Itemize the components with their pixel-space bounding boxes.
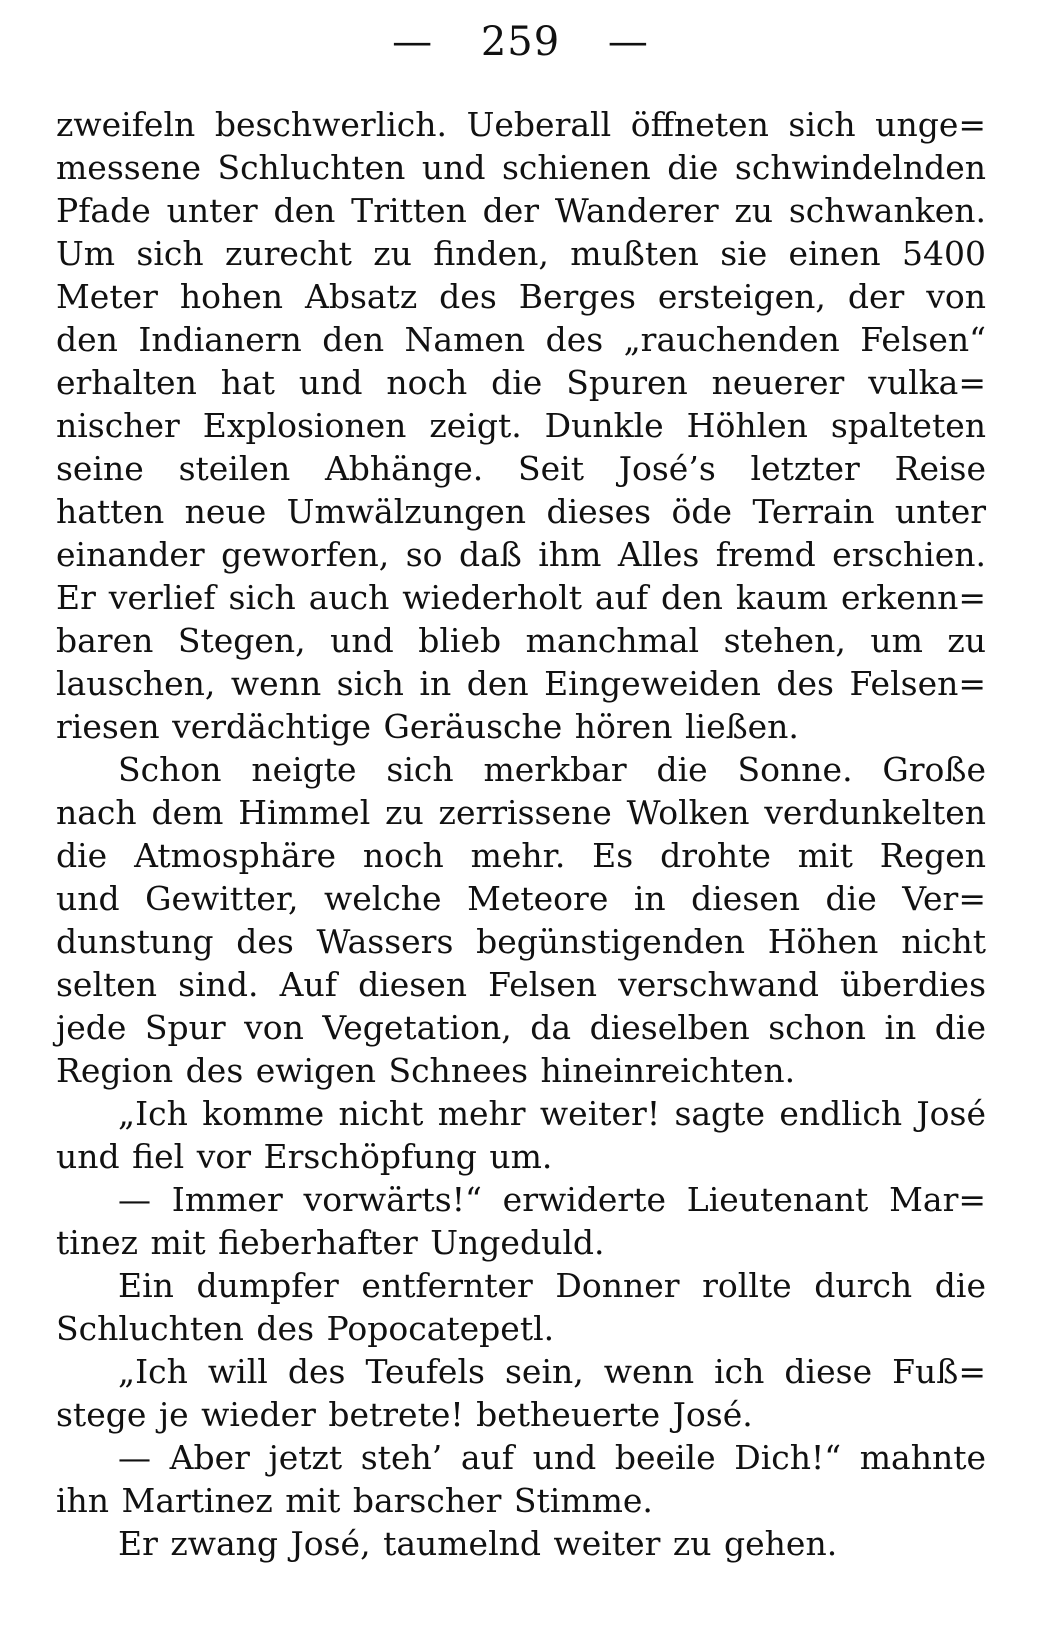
text-line: selten sind. Auf diesen Felsen verschwand überdies <box>56 965 986 1004</box>
text-line: — Aber jetzt steh’ auf und beeile Dich!“ mahnte <box>118 1438 986 1477</box>
text-line: „Ich komme nicht mehr weiter! sagte endlich José <box>118 1094 986 1133</box>
text-line: erhalten hat und noch die Spuren neuerer vulka= <box>56 363 986 402</box>
text-line: riesen verdächtige Geräusche hören ließen. <box>56 707 799 746</box>
text-line: stege je wieder betrete! betheuerte José. <box>56 1395 753 1434</box>
header-dash-right: — <box>607 19 649 65</box>
text-line: und Gewitter, welche Meteore in diesen die Ver= <box>56 879 986 918</box>
header-dash-left: — <box>392 19 434 65</box>
text-line: Um sich zurecht zu finden, mußten sie einen 5400 <box>56 234 986 273</box>
body-text <box>56 103 986 1565</box>
text-line: Pfade unter den Tritten der Wanderer zu schwanken. <box>56 191 986 230</box>
page-number: 259 <box>480 19 561 65</box>
text-line: und fiel vor Erschöpfung um. <box>56 1137 553 1176</box>
text-line: Schluchten des Popocatepetl. <box>56 1309 555 1348</box>
text-line: — Immer vorwärts!“ erwiderte Lieutenant Mar= <box>118 1180 986 1219</box>
text-line: messene Schluchten und schienen die schwindelnden <box>56 148 986 187</box>
text-line: Ein dumpfer entfernter Donner rollte durch die <box>118 1266 986 1305</box>
text-line: den Indianern den Namen des „rauchenden Felsen“ <box>56 320 986 359</box>
text-line: zweifeln beschwerlich. Ueberall öffneten sich unge= <box>56 105 986 144</box>
text-line: die Atmosphäre noch mehr. Es drohte mit Regen <box>56 836 986 875</box>
text-line: Er verlief sich auch wiederholt auf den kaum erkenn= <box>56 578 986 617</box>
text-line: Schon neigte sich merkbar die Sonne. Große <box>118 750 986 789</box>
text-line: ihn Martinez mit barscher Stimme. <box>56 1481 653 1520</box>
text-line: einander geworfen, so daß ihm Alles fremd erschien. <box>56 535 986 574</box>
text-line: nischer Explosionen zeigt. Dunkle Höhlen spalteten <box>56 406 986 445</box>
text-line: seine steilen Abhänge. Seit José’s letzter Reise <box>56 449 986 488</box>
text-line: „Ich will des Teufels sein, wenn ich diese Fuß= <box>118 1352 986 1391</box>
text-line: Region des ewigen Schnees hineinreichten. <box>56 1051 796 1090</box>
text-line: baren Stegen, und blieb manchmal stehen, um zu <box>56 621 986 660</box>
text-line: jede Spur von Vegetation, da dieselben schon in die <box>56 1008 986 1047</box>
page-header <box>0 14 1041 70</box>
text-line: dunstung des Wassers begünstigenden Höhen nicht <box>56 922 986 961</box>
text-line: tinez mit fieberhafter Ungeduld. <box>56 1223 605 1262</box>
text-line: nach dem Himmel zu zerrissene Wolken verdunkelten <box>56 793 986 832</box>
text-line: Meter hohen Absatz des Berges ersteigen, der von <box>56 277 986 316</box>
text-line: hatten neue Umwälzungen dieses öde Terrain unter <box>56 492 986 531</box>
text-line: lauschen, wenn sich in den Eingeweiden des Felsen= <box>56 664 986 703</box>
text-line: Er zwang José, taumelnd weiter zu gehen. <box>118 1524 838 1563</box>
